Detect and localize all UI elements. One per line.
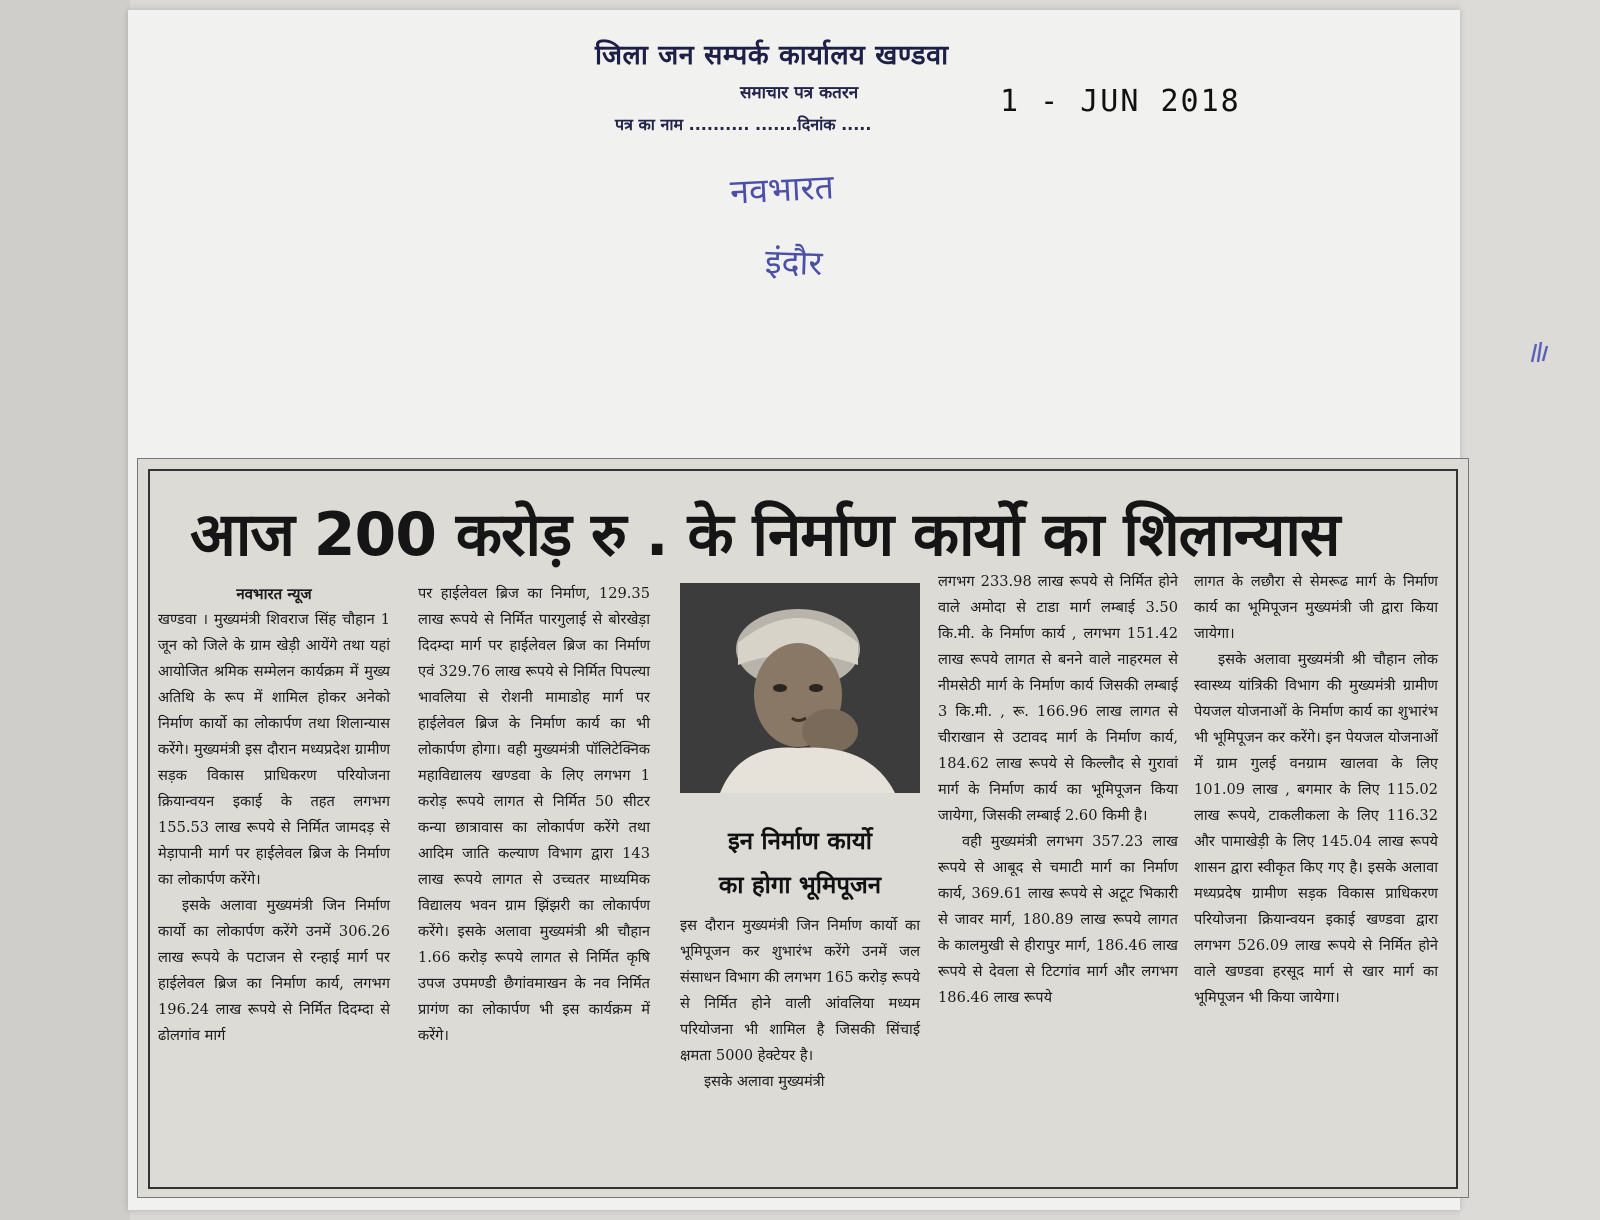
- paragraph: खण्डवा । मुख्यमंत्री शिवराज सिंह चौहान 1 जून को जिले के ग्राम खेड़ी आयेंगे तथा यहां आयोजित श्रमिक सम्मेलन कार्यक्रम में मुख्य अतिथि के रूप में शामिल होकर अनेको निर्माण कार्यो का लोकार्पण तथा शिलान्यास करेंगे। मुख्यमंत्री इस दौरान मध्यप्रदेश ग्रामीण सड़क विकास प्राधिकरण परियोजना क्रियान्वयन इकाई के तहत लगभग 155.53 लाख रूपये से निर्मित जामदड़ से मेड़ापानी मार्ग पर हाईलेवल ब्रिज के निर्माण का लोकार्पण करेंगे।: [158, 611, 390, 888]
- paragraph: लगभग 233.98 लाख रूपये से निर्मित होने वाले अमोदा से टाडा मार्ग लम्बाई 3.50 कि.मी. के निर्माण कार्य , लगभग 151.42 लाख रूपये लागत से बनने वाले नाहरमल से नीमसेठी मार्ग के निर्माण कार्य जिसकी लम्बाई 3 कि.मी. , रू. 166.96 लाख लागत से चीराखान से उटावद मार्ग के निर्माण कार्य, 184.62 लाख रूपये से किल्लौद से गुरावां मार्ग के निर्माण कार्य का भूमिपूजन किया जायेगा, जिसकी लम्बाई 2.60 किमी है।: [938, 573, 1178, 824]
- article-column-1: [158, 581, 390, 1049]
- paragraph: इसके अलावा मुख्यमंत्री: [704, 1073, 825, 1090]
- background-right: [1460, 0, 1600, 1220]
- background-left: [0, 0, 130, 1220]
- paragraph: इस दौरान मुख्यमंत्री जिन निर्माण कार्यो का भूमिपूजन कर शुभारंभ करेंगे उनमें जल संसाधन विभाग की लगभग 165 करोड़ रूपये से निर्मित होने वाली आंवलिया मध्यम परियोजना भी शामिल है जिसकी सिंचाई क्षमता 5000 हेक्टेयर है।: [680, 917, 920, 1064]
- clipping-label: समाचार पत्र कतरन: [740, 83, 859, 103]
- chief-minister-photo-icon: [680, 583, 920, 793]
- subheading-line-1: इन निर्माण कार्यो: [727, 827, 873, 855]
- date-stamp: 1 - JUN 2018: [1000, 84, 1241, 119]
- article-column-2: [418, 581, 650, 1049]
- paragraph: लागत के लछौरा से सेमरूढ मार्ग के निर्माण कार्य का भूमिपूजन मुख्यमंत्री जी द्वारा किया जायेगा।: [1194, 573, 1438, 642]
- handwritten-paper-name: नवभारत: [729, 167, 835, 213]
- office-title: जिला जन सम्पर्क कार्यालय खण्डवा: [595, 40, 949, 71]
- paragraph: वही मुख्यमंत्री लगभग 357.23 लाख रूपये से आबूद से चमाटी मार्ग का निर्माण कार्य, 369.61 लाख रूपये से अटूट भिकारी से जावर मार्ग, 180.89 लाख रूपये लागत के कालमुखी से हीरापुर मार्ग, 186.46 लाख रूपये से देवला से टिटगांव मार्ग और लगभग 186.46 लाख रूपये: [938, 833, 1178, 1006]
- article-column-3: [680, 913, 920, 1095]
- handwritten-city: इंदौर: [764, 242, 824, 284]
- paragraph: इसके अलावा मुख्यमंत्री जिन निर्माण कार्यो का लोकार्पण करेंगे उनमें 306.26 लाख रूपये के पटाजन से रन्हाई मार्ग पर हाईलेवल ब्रिज का निर्माण कार्य, लगभग 196.24 लाख रूपये से निर्मित दिदम्दा से ढोलगांव मार्ग: [158, 897, 390, 1044]
- article-headline: आज 200 करोड़ रु . के निर्माण कार्यो का शिलान्यास: [190, 500, 1340, 570]
- article-column-5: [1194, 569, 1438, 1011]
- article-photo: [680, 583, 920, 793]
- news-clipping: [137, 458, 1469, 1198]
- article-byline: नवभारत न्यूज: [236, 585, 312, 603]
- ink-mark-icon: [1530, 340, 1550, 364]
- subheading: [680, 819, 920, 907]
- paper-name-line: पत्र का नाम .......... .......दिनांक .....: [615, 115, 872, 134]
- subheading-line-2: का होगा भूमिपूजन: [718, 871, 882, 899]
- paragraph: इसके अलावा मुख्यमंत्री श्री चौहान लोक स्वास्थ्य यांत्रिकी विभाग की मुख्यमंत्री ग्रामीण पेयजल योजनाओं के निर्माण कार्य का शुभारंभ भी भूमिपूजन कर करेंगे। इन पेयजल योजनाओं में ग्राम गुलई वनग्राम खालवा के लिए 101.09 लाख , बगमार के लिए 115.02 लाख रूपये, टाकलीकला के लिए 116.32 और पामाखेड़ी के लिए 145.04 लाख रूपये शासन द्वारा स्वीकृत किए गए है। इसके अलावा मध्यप्रदेष ग्रामीण सड़क विकास प्राधिकरण परियोजना क्रियान्वयन इकाई खण्डवा द्वारा लगभग 526.09 लाख रूपये से निर्मित होने वाले खण्डवा हरसूद मार्ग से खार मार्ग का भूमिपूजन भी किया जायेगा।: [1194, 651, 1438, 1006]
- article-column-4: [938, 569, 1178, 1011]
- clipping-border: [148, 469, 1458, 1189]
- paragraph: पर हाईलेवल ब्रिज का निर्माण, 129.35 लाख रूपये से निर्मित पारगुलाई से बोरखेड़ा दिदम्दा मार्ग पर हाईलेवल ब्रिज का निर्माण एवं 329.76 लाख रूपये से निर्मित पिपल्या भावलिया से रोशनी मामाडोह मार्ग पर हाईलेवल ब्रिज के निर्माण कार्य का भी लोकार्पण होगा। वही मुख्यमंत्री पॉलिटेक्निक महाविद्यालय खण्डवा के लिए लगभग 1 करोड़ रूपये लागत से निर्मित 50 सीटर कन्या छात्रावास का लोकार्पण करेंगे तथा आदिम जाति कल्याण विभाग द्वारा 143 लाख रूपये लागत से उच्चतर माध्यमिक विद्यालय भवन ग्राम झिंझरी का लोकार्पण करेंगे। इसके अलावा मुख्यमंत्री श्री चौहान 1.66 करोड़ रूपये लागत से निर्मित कृषि उपज उपमण्डी छैगांवमाखन के नव निर्मित प्रागंण का लोकार्पण भी इस कार्यक्रम में करेंगे।: [418, 585, 650, 1044]
